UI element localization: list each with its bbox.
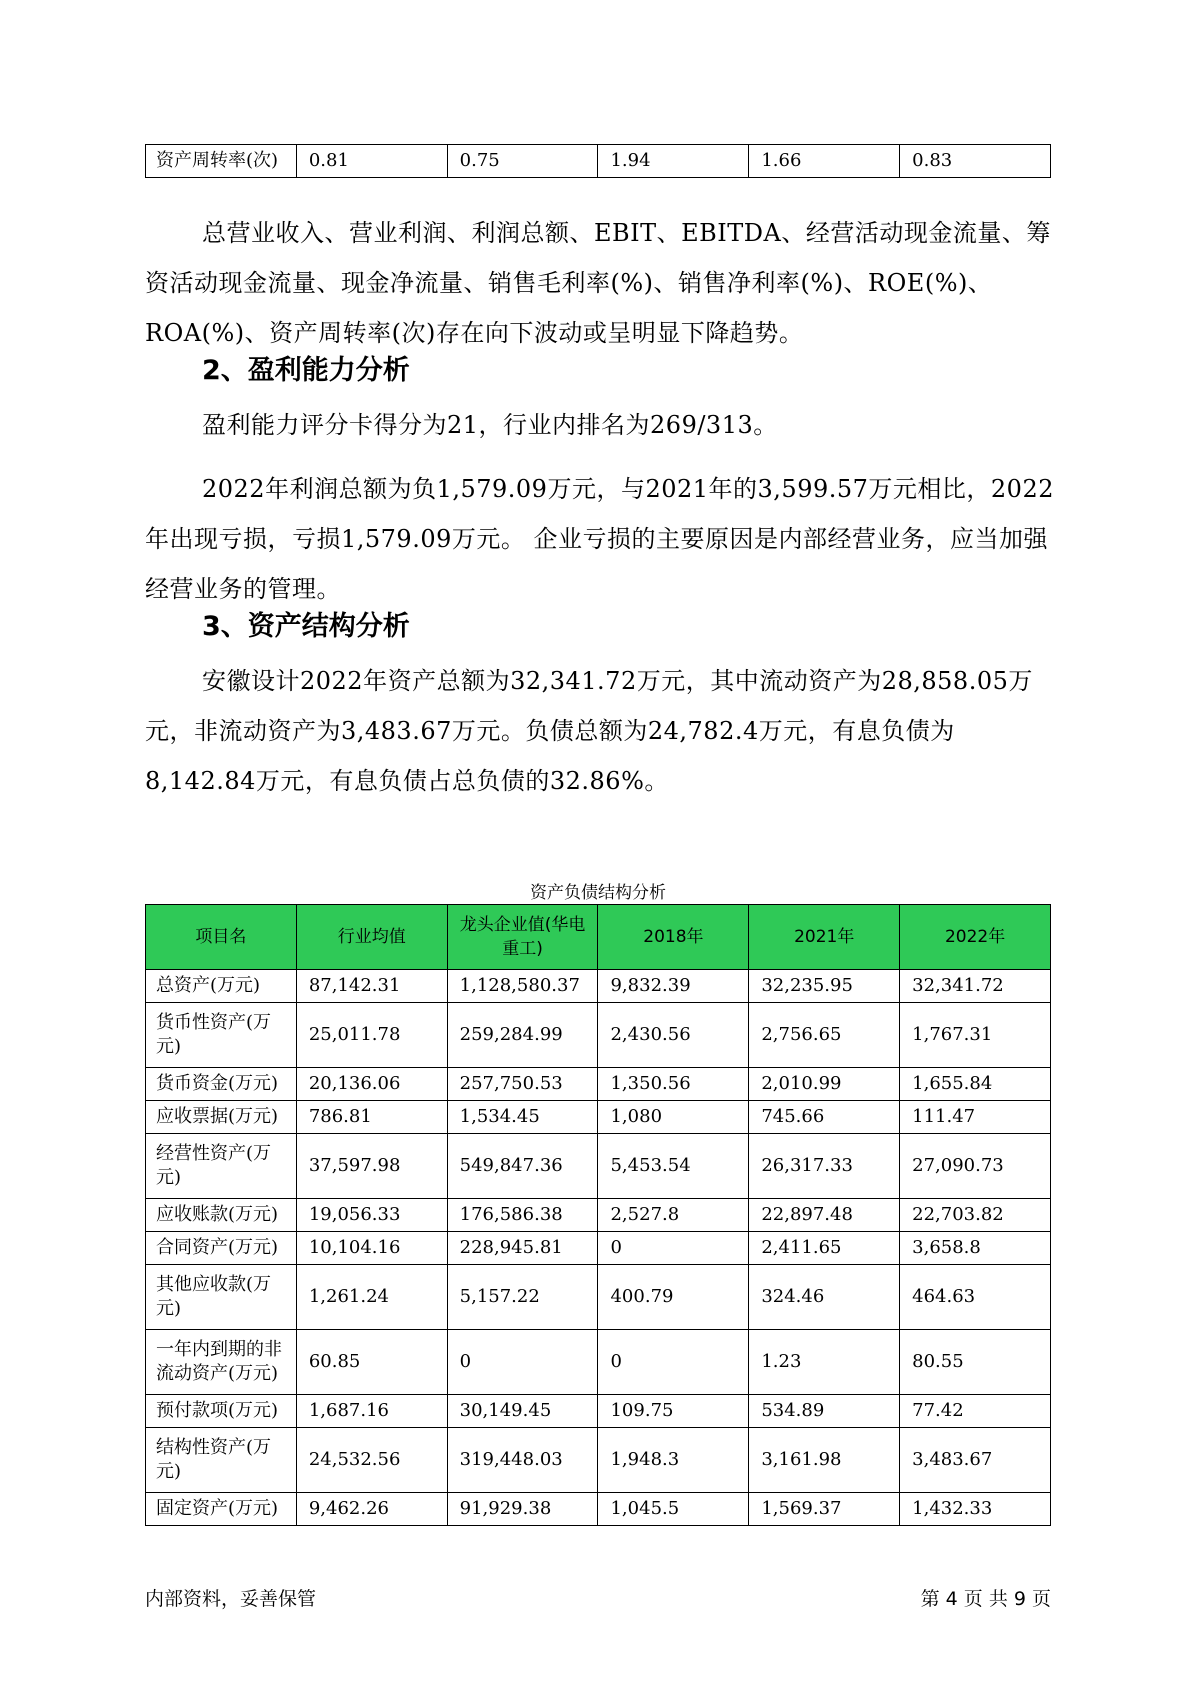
- row-label: 应收票据(万元): [146, 1101, 297, 1134]
- table-row: [146, 1330, 1051, 1395]
- row-label: 固定资产(万元): [146, 1493, 297, 1526]
- table-cell: 27,090.73: [900, 1134, 1051, 1199]
- table-row: [146, 1003, 1051, 1068]
- table-cell: 0: [447, 1330, 598, 1395]
- table-cell: 1,080: [598, 1101, 749, 1134]
- row-label: 货币性资产(万元): [146, 1003, 297, 1068]
- row-label: 货币资金(万元): [146, 1068, 297, 1101]
- row-label: 总资产(万元): [146, 970, 297, 1003]
- table-cell: 259,284.99: [447, 1003, 598, 1068]
- table-row: [146, 145, 1051, 178]
- table-row: [146, 1101, 1051, 1134]
- row-label: 一年内到期的非流动资产(万元): [146, 1330, 297, 1395]
- table-cell: 22,897.48: [749, 1199, 900, 1232]
- table-cell: 32,341.72: [900, 970, 1051, 1003]
- table-cell: 2,430.56: [598, 1003, 749, 1068]
- table-cell: 30,149.45: [447, 1395, 598, 1428]
- table-cell: 87,142.31: [296, 970, 447, 1003]
- table-cell: 20,136.06: [296, 1068, 447, 1101]
- table-cell: 1,432.33: [900, 1493, 1051, 1526]
- table-header-row: [146, 905, 1051, 970]
- table-cell: 1,767.31: [900, 1003, 1051, 1068]
- table-row: [146, 1134, 1051, 1199]
- table-cell: 1,350.56: [598, 1068, 749, 1101]
- row-label: 资产周转率(次): [146, 145, 297, 178]
- table-cell: 1,687.16: [296, 1395, 447, 1428]
- column-header: 项目名: [146, 905, 297, 970]
- table-cell: 77.42: [900, 1395, 1051, 1428]
- asset-structure-text: 安徽设计2022年资产总额为32,341.72万元，其中流动资产为28,858.05万元，非流动资产为3,483.67万元。负债总额为24,782.4万元，有息负债为8,142.84万元，有息负债占总负债的32.86%。: [145, 667, 1033, 795]
- row-label: 预付款项(万元): [146, 1395, 297, 1428]
- table-cell: 1,655.84: [900, 1068, 1051, 1101]
- table-cell: 0.75: [447, 145, 598, 178]
- row-label: 应收账款(万元): [146, 1199, 297, 1232]
- table-cell: 1.23: [749, 1330, 900, 1395]
- row-label: 其他应收款(万元): [146, 1265, 297, 1330]
- table-cell: 1,045.5: [598, 1493, 749, 1526]
- table-row: [146, 1232, 1051, 1265]
- table-cell: 319,448.03: [447, 1428, 598, 1493]
- table-cell: 3,483.67: [900, 1428, 1051, 1493]
- profit-score-text: 盈利能力评分卡得分为21，行业内排名为269/313。: [202, 411, 778, 439]
- table-cell: 1,948.3: [598, 1428, 749, 1493]
- table-cell: 2,411.65: [749, 1232, 900, 1265]
- turnover-table: [145, 144, 1051, 178]
- table-cell: 176,586.38: [447, 1199, 598, 1232]
- table-cell: 257,750.53: [447, 1068, 598, 1101]
- table-cell: 1,261.24: [296, 1265, 447, 1330]
- table-cell: 60.85: [296, 1330, 447, 1395]
- section-heading-profitability: 2、盈利能力分析: [202, 355, 410, 386]
- table-cell: 22,703.82: [900, 1199, 1051, 1232]
- footer-page-number: 第 4 页 共 9 页: [920, 1588, 1051, 1610]
- column-header: 2018年: [598, 905, 749, 970]
- table-cell: 2,527.8: [598, 1199, 749, 1232]
- table-cell: 0: [598, 1330, 749, 1395]
- table-cell: 464.63: [900, 1265, 1051, 1330]
- profit-loss-text: 2022年利润总额为负1,579.09万元，与2021年的3,599.57万元相比，2022年出现亏损，亏损1,579.09万元。 企业亏损的主要原因是内部经营业务，应当加强经营业务的管理。: [145, 475, 1054, 603]
- table-cell: 0.81: [296, 145, 447, 178]
- balance-sheet-table: [145, 904, 1051, 1526]
- table-cell: 91,929.38: [447, 1493, 598, 1526]
- column-header: 2022年: [900, 905, 1051, 970]
- table-cell: 745.66: [749, 1101, 900, 1134]
- table-cell: 534.89: [749, 1395, 900, 1428]
- table-cell: 324.46: [749, 1265, 900, 1330]
- table-cell: 786.81: [296, 1101, 447, 1134]
- column-header: 2021年: [749, 905, 900, 970]
- asset-structure-paragraph: [145, 656, 1065, 806]
- profit-score-paragraph: [145, 400, 1065, 450]
- table-cell: 37,597.98: [296, 1134, 447, 1199]
- summary-text: 总营业收入、营业利润、利润总额、EBIT、EBITDA、经营活动现金流量、筹资活动现金流量、现金净流量、销售毛利率(%)、销售净利率(%)、ROE(%)、ROA(%)、资产周转率(次)存在向下波动或呈明显下降趋势。: [145, 219, 1051, 347]
- table-cell: 5,453.54: [598, 1134, 749, 1199]
- table-cell: 0.83: [900, 145, 1051, 178]
- table-cell: 111.47: [900, 1101, 1051, 1134]
- table-cell: 549,847.36: [447, 1134, 598, 1199]
- table-row: [146, 970, 1051, 1003]
- table-cell: 1,534.45: [447, 1101, 598, 1134]
- column-header: 龙头企业值(华电重工): [447, 905, 598, 970]
- row-label: 合同资产(万元): [146, 1232, 297, 1265]
- table-row: [146, 1428, 1051, 1493]
- table-cell: 25,011.78: [296, 1003, 447, 1068]
- column-header: 行业均值: [296, 905, 447, 970]
- row-label: 结构性资产(万元): [146, 1428, 297, 1493]
- table-cell: 9,832.39: [598, 970, 749, 1003]
- table-row: [146, 1199, 1051, 1232]
- section-heading-asset-structure: 3、资产结构分析: [202, 611, 410, 642]
- table-cell: 228,945.81: [447, 1232, 598, 1265]
- summary-paragraph: [145, 208, 1065, 358]
- row-label: 经营性资产(万元): [146, 1134, 297, 1199]
- table-row: [146, 1265, 1051, 1330]
- table-cell: 10,104.16: [296, 1232, 447, 1265]
- table-cell: 1,128,580.37: [447, 970, 598, 1003]
- table-cell: 2,010.99: [749, 1068, 900, 1101]
- table-cell: 9,462.26: [296, 1493, 447, 1526]
- table-row: [146, 1493, 1051, 1526]
- profit-loss-paragraph: [145, 464, 1065, 614]
- table-cell: 1,569.37: [749, 1493, 900, 1526]
- table-cell: 3,161.98: [749, 1428, 900, 1493]
- table-cell: 80.55: [900, 1330, 1051, 1395]
- table-cell: 19,056.33: [296, 1199, 447, 1232]
- table-cell: 24,532.56: [296, 1428, 447, 1493]
- table-cell: 0: [598, 1232, 749, 1265]
- table-body: [146, 970, 1051, 1526]
- table-cell: 1.94: [598, 145, 749, 178]
- table-cell: 32,235.95: [749, 970, 900, 1003]
- table-cell: 1.66: [749, 145, 900, 178]
- table-cell: 109.75: [598, 1395, 749, 1428]
- table-cell: 26,317.33: [749, 1134, 900, 1199]
- table-row: [146, 1068, 1051, 1101]
- table-cell: 3,658.8: [900, 1232, 1051, 1265]
- footer-confidential-note: 内部资料，妥善保管: [145, 1588, 317, 1610]
- table-cell: 2,756.65: [749, 1003, 900, 1068]
- table-row: [146, 1395, 1051, 1428]
- table-cell: 5,157.22: [447, 1265, 598, 1330]
- table-caption: 资产负债结构分析: [530, 883, 666, 903]
- table-cell: 400.79: [598, 1265, 749, 1330]
